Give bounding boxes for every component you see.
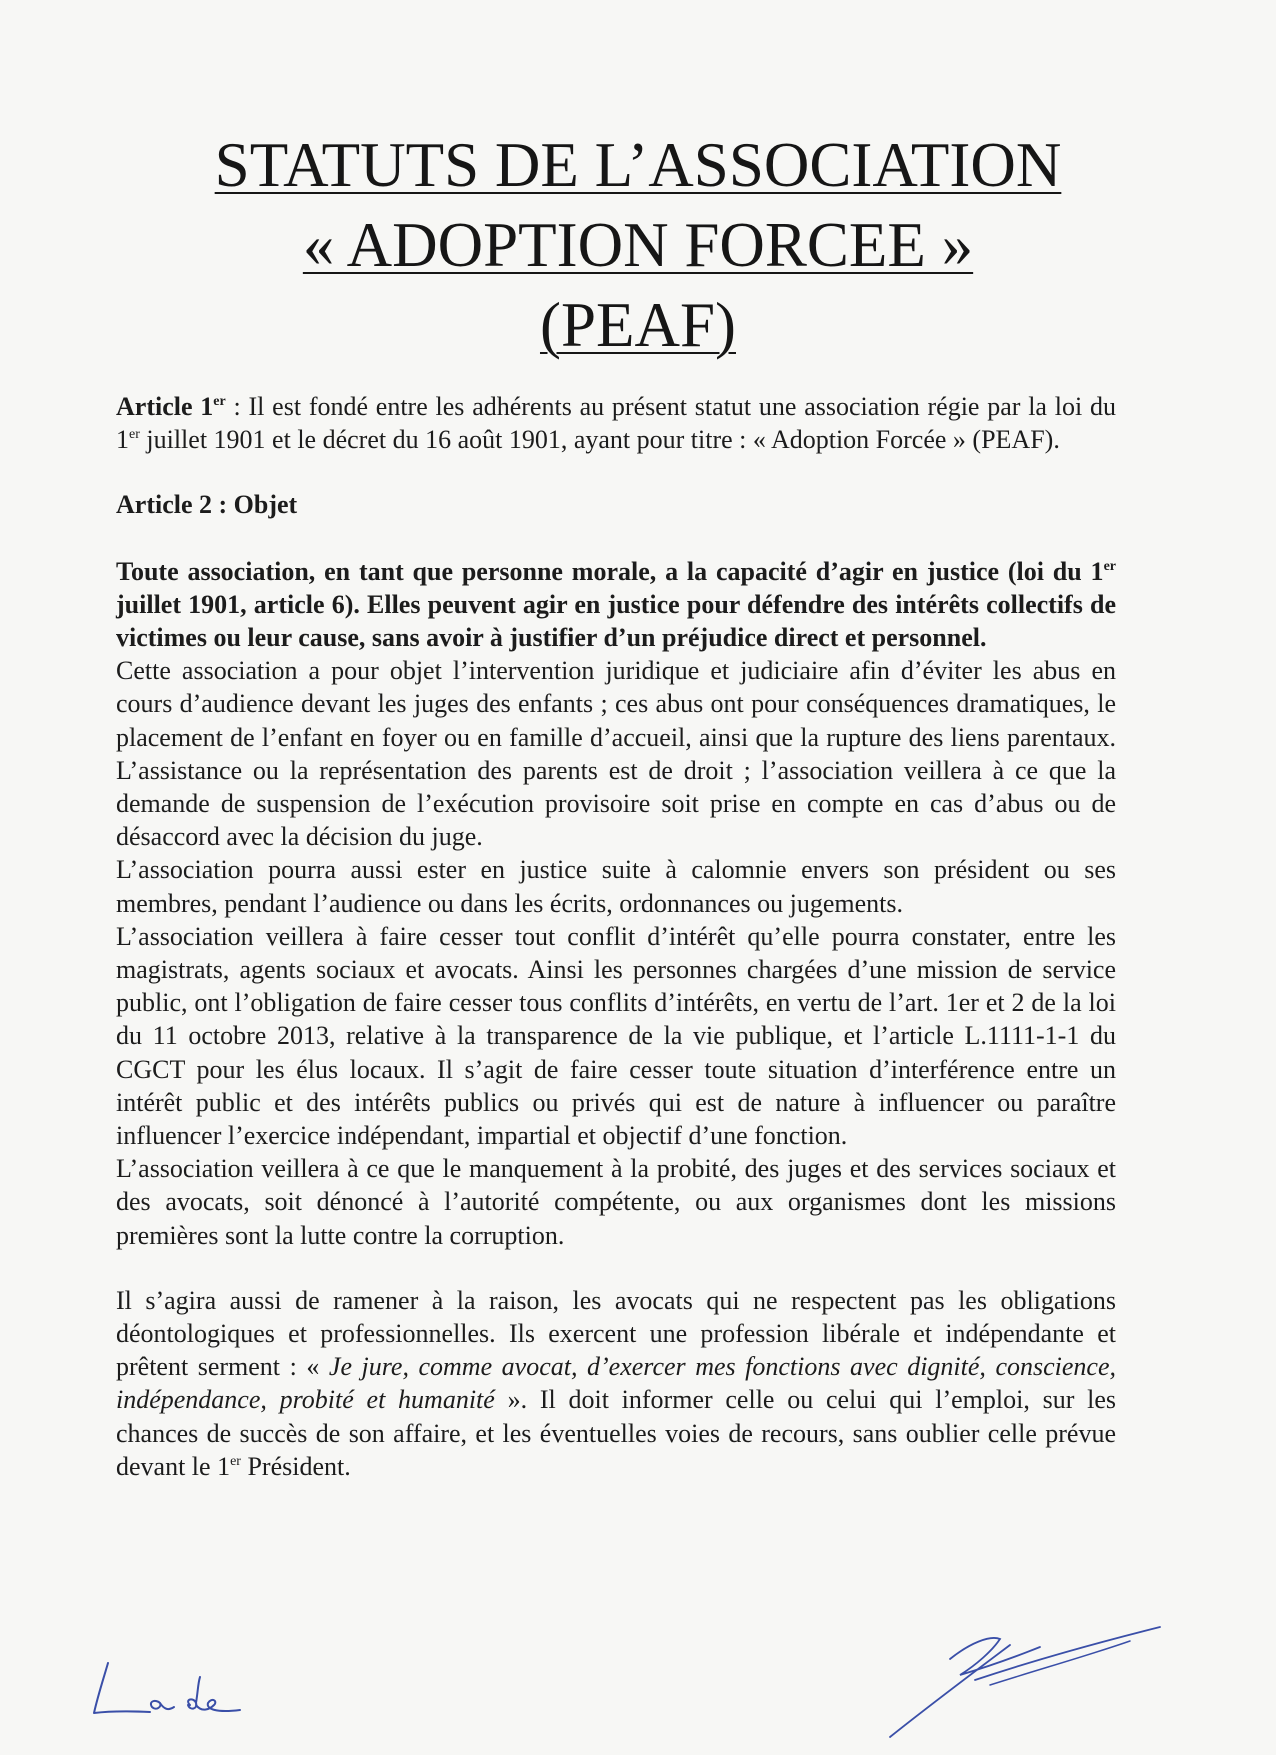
article-1-sup2: er bbox=[129, 427, 140, 443]
article-2-heading: Article 2 : Objet bbox=[116, 490, 298, 520]
paragraph-5-text-a: Il s’agira aussi de ramener à la raison, les avocats qui ne respectent pas les obligations déontologiques et professionnelles. Ils exercent une profession libérale et indépendante et prêtent serment : « bbox=[116, 1285, 1116, 1382]
title-line-1: STATUTS DE L’ASSOCIATION bbox=[214, 130, 1062, 200]
article-1-sup: er bbox=[213, 394, 226, 409]
article-2-bold-b: juillet 1901, article 6). Elles peuvent agir en justice pour défendre des intérêts collectifs de victimes ou leur cause, sans avoir à justifier d’un préjudice direct et personnel. bbox=[116, 589, 1116, 653]
document-title bbox=[0, 125, 1276, 365]
article-2-paragraph-5 bbox=[116, 1284, 1116, 1483]
article-2-bold-a: Toute association, en tant que personne morale, a la capacité d’agir en justice (loi du 1 bbox=[116, 556, 1104, 586]
article-2-bold-sup: er bbox=[1103, 558, 1116, 574]
article-2-paragraph-2: L’association pourra aussi ester en justice suite à calomnie envers son président ou ses membres, pendant l’audience ou dans les écrits, ordonnances ou jugements. bbox=[116, 855, 1116, 918]
article-2-bold-paragraph bbox=[116, 555, 1116, 655]
article-1-text-b: juillet 1901 et le décret du 16 août 1901, ayant pour titre : « Adoption Forcée » (PEAF). bbox=[139, 425, 1060, 455]
article-1 bbox=[116, 390, 1116, 456]
signature-left bbox=[90, 1655, 280, 1730]
article-2-paragraph-4: L’association veillera à ce que le manquement à la probité, des juges et des services sociaux et des avocats, soit dénoncé à l’autorité compétente, ou aux organismes dont les missions premières sont la lutte contre la corruption. bbox=[116, 1154, 1116, 1250]
title-line-3: (PEAF) bbox=[539, 290, 736, 360]
paragraph-5-text-b: ». Il doit informer celle ou celui qui l’emploi, sur les chances de succès de son affaire, et les éventuelles voies de recours, sans oublier celle prévue devant le 1 bbox=[116, 1385, 1116, 1481]
article-1-label: Article 1 bbox=[116, 392, 214, 421]
signature-right bbox=[880, 1625, 1170, 1745]
article-2-paragraph-1: Cette association a pour objet l’intervention juridique et judiciaire afin d’éviter les abus en cours d’audience devant les juges des enfants ; ces abus ont pour conséquences dramatiques, le placement de l’enfant en foyer ou en famille d’accueil, ainsi que la rupture des liens parentaux. L’assistance ou la représentation des parents est de droit ; l’association veillera à ce que la demande de suspension de l’exécution provisoire soit prise en compte en cas d’abus ou de désaccord avec la décision du juge. bbox=[116, 656, 1116, 852]
title-line-2: « ADOPTION FORCEE » bbox=[302, 210, 974, 280]
document-body bbox=[116, 390, 1116, 1483]
lawyer-oath-quote: Je jure, comme avocat, d’exercer mes fonctions avec dignité, conscience, indépendance, probité et humanité bbox=[116, 1352, 1117, 1415]
article-2-paragraph-3: L’association veillera à faire cesser tout conflit d’intérêt qu’elle pourra constater, entre les magistrats, agents sociaux et avocats. Ainsi les personnes chargées d’une mission de service public, ont l’obligation de faire cesser tous conflits d’intérêts, en vertu de l’art. 1er et 2 de la loi du 11 octobre 2013, relative à la transparence de la vie publique, et l’article L.1111-1-1 du CGCT pour les élus locaux. Il s’agit de faire cesser toute situation d’interférence entre un intérêt public et des intérêts publics ou privés qui est de nature à influencer ou paraître influencer l’exercice indépendant, impartial et objectif d’une fonction. bbox=[116, 921, 1116, 1151]
paragraph-5-text-c: Président. bbox=[240, 1451, 351, 1481]
article-1-text-a: : Il est fondé entre les adhérents au présent statut une association régie par la loi du 1 bbox=[116, 392, 1116, 455]
paragraph-5-sup: er bbox=[230, 1453, 241, 1469]
